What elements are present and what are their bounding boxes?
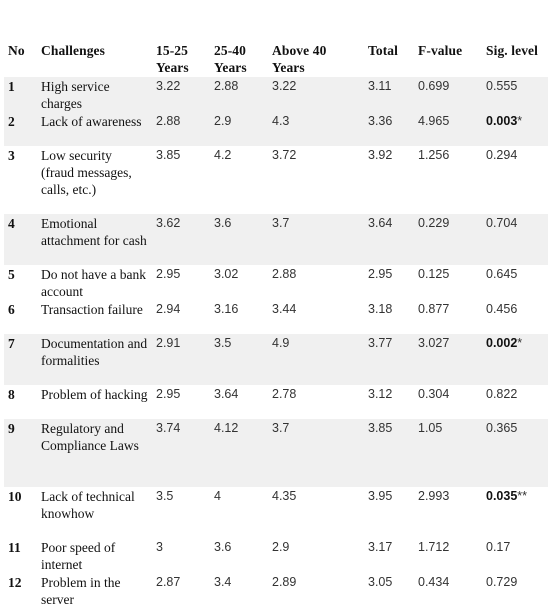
table-row bbox=[4, 265, 548, 300]
value-age-25-40: 3.16 bbox=[214, 302, 239, 316]
value-f-value: 0.434 bbox=[418, 575, 450, 589]
value-f-value: 3.027 bbox=[414, 334, 482, 385]
value-age-15-25: 3.85 bbox=[156, 148, 181, 162]
value-age-25-40: 3.6 bbox=[214, 540, 232, 554]
value-age-above-40: 2.88 bbox=[272, 267, 297, 281]
header-total: Total bbox=[368, 43, 399, 58]
challenge-name: Lack of technical knowhow bbox=[41, 489, 135, 521]
challenge-name: Problem of hacking bbox=[41, 387, 148, 402]
header-age-25-40: 25-40 Years bbox=[214, 43, 247, 75]
challenges-table bbox=[4, 41, 548, 608]
value-sig-level bbox=[482, 214, 548, 265]
table-row bbox=[4, 385, 548, 419]
significance-marker: ** bbox=[517, 489, 528, 503]
header-row bbox=[4, 41, 548, 77]
value-age-15-25: 2.95 bbox=[156, 387, 181, 401]
value-age-above-40: 4.35 bbox=[272, 489, 297, 503]
challenge-name: Lack of awareness bbox=[37, 112, 152, 146]
sig-value: 0.729 bbox=[486, 575, 518, 589]
value-age-above-40: 4.3 bbox=[268, 112, 364, 146]
header-age-above-40: Above 40 Years bbox=[272, 43, 327, 75]
value-age-25-40: 4 bbox=[214, 489, 221, 503]
value-age-15-25: 3.22 bbox=[152, 77, 210, 112]
value-age-above-40: 3.22 bbox=[268, 77, 364, 112]
table-body bbox=[4, 77, 548, 608]
header-challenges: Challenges bbox=[41, 43, 106, 58]
value-age-above-40: 4.9 bbox=[268, 334, 364, 385]
value-age-25-40: 2.9 bbox=[210, 112, 268, 146]
value-total: 3.64 bbox=[364, 214, 414, 265]
value-age-25-40: 4.12 bbox=[210, 419, 268, 487]
row-number: 7 bbox=[4, 334, 37, 385]
value-age-above-40: 2.89 bbox=[272, 575, 297, 589]
significance-marker: * bbox=[517, 114, 523, 128]
sig-value: 0.456 bbox=[486, 302, 518, 316]
row-number: 5 bbox=[8, 267, 15, 282]
value-total: 3.85 bbox=[364, 419, 414, 487]
challenge-name: Emotional attachment for cash bbox=[37, 214, 152, 265]
value-sig-level bbox=[482, 265, 548, 300]
challenge-name: Regulatory and Compliance Laws bbox=[37, 419, 152, 487]
value-age-15-25: 2.95 bbox=[156, 267, 181, 281]
table-header bbox=[4, 41, 548, 77]
value-total: 3.11 bbox=[364, 77, 414, 112]
row-number: 6 bbox=[8, 302, 15, 317]
value-total: 3.17 bbox=[368, 540, 393, 554]
value-sig-level bbox=[482, 538, 548, 573]
value-total: 3.36 bbox=[364, 112, 414, 146]
value-age-15-25: 2.88 bbox=[152, 112, 210, 146]
value-f-value: 1.05 bbox=[414, 419, 482, 487]
value-age-25-40: 3.02 bbox=[214, 267, 239, 281]
value-f-value: 1.712 bbox=[418, 540, 450, 554]
value-sig-level bbox=[482, 573, 548, 608]
table-row bbox=[4, 300, 548, 334]
row-number: 10 bbox=[8, 489, 22, 504]
row-number: 12 bbox=[8, 575, 22, 590]
value-f-value: 0.125 bbox=[418, 267, 450, 281]
value-f-value: 4.965 bbox=[414, 112, 482, 146]
value-age-above-40: 2.78 bbox=[272, 387, 297, 401]
value-sig-level bbox=[482, 146, 548, 214]
value-f-value: 0.699 bbox=[414, 77, 482, 112]
row-number: 3 bbox=[8, 148, 15, 163]
sig-value: 0.035 bbox=[486, 489, 518, 503]
challenge-name: Problem in the server bbox=[41, 575, 121, 607]
sig-value: 0.645 bbox=[486, 267, 518, 281]
table-row bbox=[4, 487, 548, 538]
table-row bbox=[4, 419, 548, 487]
row-number: 8 bbox=[8, 387, 15, 402]
table-row bbox=[4, 146, 548, 214]
value-age-15-25: 3.5 bbox=[156, 489, 174, 503]
sig-value: 0.704 bbox=[486, 216, 518, 230]
value-age-25-40: 3.64 bbox=[214, 387, 239, 401]
value-sig-level bbox=[482, 334, 548, 385]
table-row bbox=[4, 77, 548, 112]
challenge-name: Do not have a bank account bbox=[41, 267, 146, 299]
row-number: 4 bbox=[4, 214, 37, 265]
row-number: 11 bbox=[8, 540, 21, 555]
sig-value: 0.555 bbox=[486, 79, 518, 93]
sig-value: 0.003 bbox=[486, 114, 518, 128]
value-age-15-25: 2.94 bbox=[156, 302, 181, 316]
challenge-name: Poor speed of internet bbox=[41, 540, 116, 572]
value-total: 3.95 bbox=[368, 489, 393, 503]
value-sig-level bbox=[482, 487, 548, 538]
value-age-above-40: 3.7 bbox=[268, 214, 364, 265]
value-sig-level bbox=[482, 419, 548, 487]
value-sig-level bbox=[482, 385, 548, 419]
table-row bbox=[4, 573, 548, 608]
value-age-25-40: 3.4 bbox=[214, 575, 232, 589]
value-f-value: 1.256 bbox=[418, 148, 450, 162]
header-age-15-25: 15-25 Years bbox=[156, 43, 189, 75]
value-f-value: 0.877 bbox=[418, 302, 450, 316]
value-age-above-40: 3.44 bbox=[272, 302, 297, 316]
row-number: 9 bbox=[4, 419, 37, 487]
sig-value: 0.365 bbox=[486, 421, 518, 435]
value-age-15-25: 2.91 bbox=[152, 334, 210, 385]
value-total: 3.05 bbox=[368, 575, 393, 589]
challenge-name: High service charges bbox=[37, 77, 152, 112]
value-sig-level bbox=[482, 300, 548, 334]
value-f-value: 2.993 bbox=[418, 489, 450, 503]
sig-value: 0.294 bbox=[486, 148, 518, 162]
value-age-25-40: 4.2 bbox=[214, 148, 232, 162]
value-age-15-25: 3.62 bbox=[152, 214, 210, 265]
value-age-15-25: 3.74 bbox=[152, 419, 210, 487]
value-age-above-40: 3.7 bbox=[268, 419, 364, 487]
value-f-value: 0.229 bbox=[414, 214, 482, 265]
table-row bbox=[4, 334, 548, 385]
header-sig-level: Sig. level bbox=[486, 43, 538, 58]
value-sig-level bbox=[482, 112, 548, 146]
table-row bbox=[4, 214, 548, 265]
challenge-name: Documentation and formalities bbox=[37, 334, 152, 385]
value-total: 3.18 bbox=[368, 302, 393, 316]
value-total: 2.95 bbox=[368, 267, 393, 281]
sig-value: 0.17 bbox=[486, 540, 511, 554]
row-number: 2 bbox=[4, 112, 37, 146]
value-age-25-40: 3.5 bbox=[210, 334, 268, 385]
value-age-above-40: 3.72 bbox=[272, 148, 297, 162]
sig-value: 0.002 bbox=[486, 336, 518, 350]
value-age-15-25: 3 bbox=[156, 540, 163, 554]
challenge-name: Low security (fraud messages, calls, etc.) bbox=[41, 148, 132, 197]
table-row bbox=[4, 538, 548, 573]
value-f-value: 0.304 bbox=[418, 387, 450, 401]
table-row bbox=[4, 112, 548, 146]
challenge-name: Transaction failure bbox=[41, 302, 143, 317]
significance-marker: * bbox=[517, 336, 523, 350]
value-age-above-40: 2.9 bbox=[272, 540, 290, 554]
value-total: 3.77 bbox=[364, 334, 414, 385]
header-no: No bbox=[8, 43, 25, 58]
sig-value: 0.822 bbox=[486, 387, 518, 401]
header-f-value: F-value bbox=[418, 43, 463, 58]
value-age-15-25: 2.87 bbox=[156, 575, 181, 589]
value-age-25-40: 3.6 bbox=[210, 214, 268, 265]
value-age-25-40: 2.88 bbox=[210, 77, 268, 112]
value-sig-level bbox=[482, 77, 548, 112]
value-total: 3.12 bbox=[368, 387, 393, 401]
row-number: 1 bbox=[4, 77, 37, 112]
value-total: 3.92 bbox=[368, 148, 393, 162]
